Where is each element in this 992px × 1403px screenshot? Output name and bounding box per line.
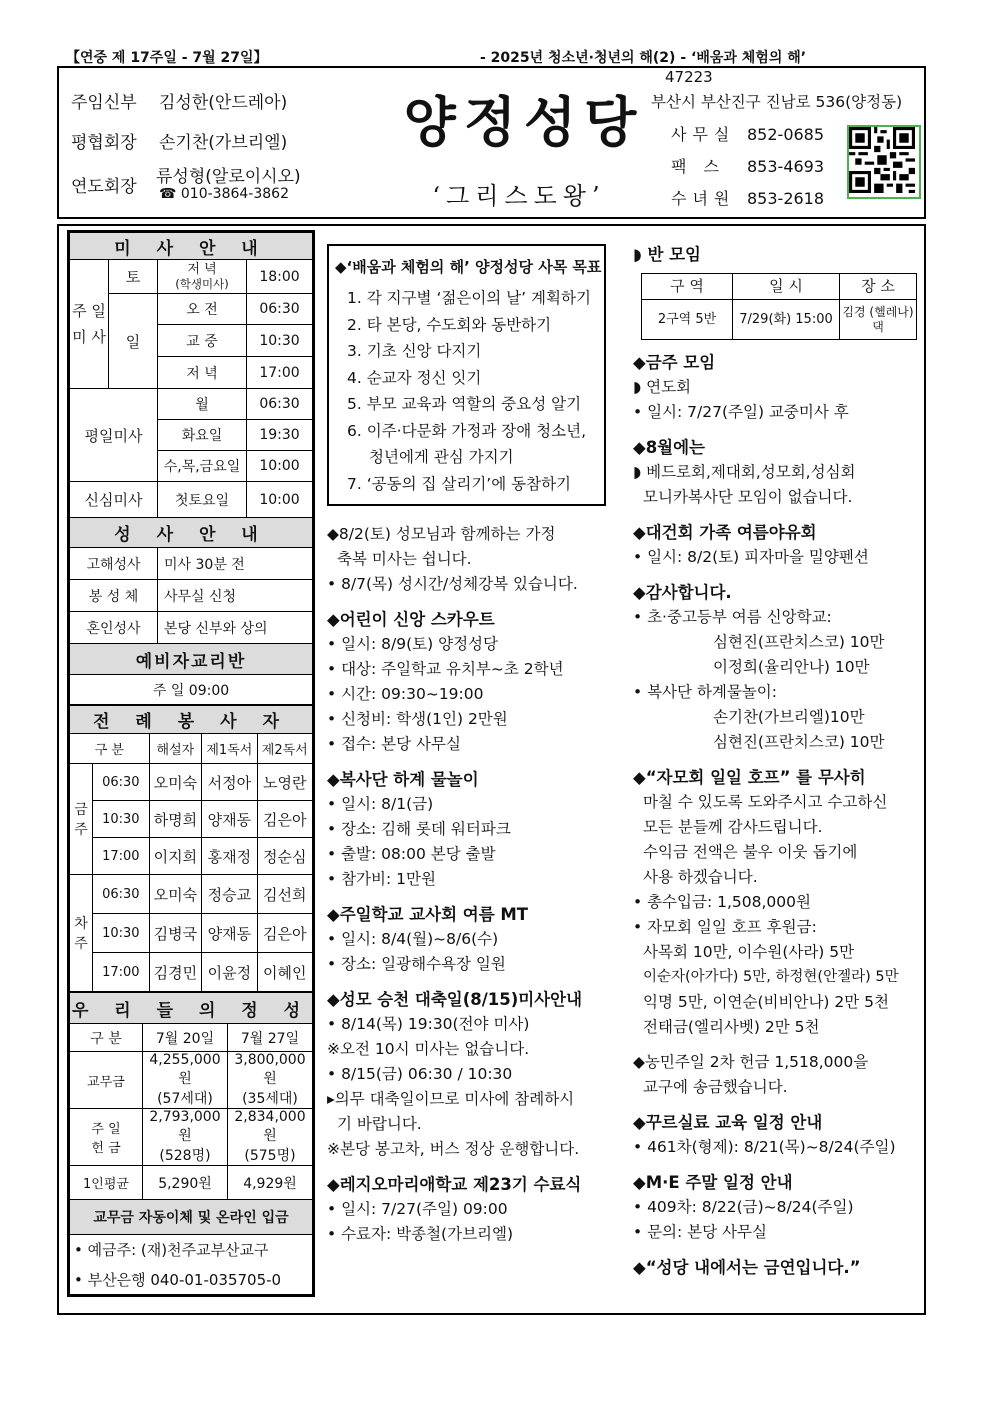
- table-cell: 오미숙: [149, 875, 202, 914]
- notice-line: 익명 5만, 이연순(비비안나) 2만 5천: [643, 993, 889, 1011]
- farm-heading: ◆농민주일 2차 헌금 1,518,000을: [633, 1053, 869, 1071]
- goal-item: 1. 각 지구별 ‘젊은이의 날’ 계획하기: [347, 289, 591, 307]
- notice-line: 기 바랍니다.: [337, 1115, 422, 1133]
- table-cell: 정순심: [257, 838, 312, 875]
- table-cell: 서정아: [202, 764, 257, 801]
- notice-line: 마칠 수 있도록 도와주시고 수고하신: [643, 793, 888, 811]
- notice-line: 모든 분들께 감사드립니다.: [643, 818, 823, 836]
- notice-line: • 8/7(목) 성시간/성체강복 있습니다.: [327, 575, 578, 593]
- goal-item: 5. 부모 교육과 역할의 중요성 알기: [347, 395, 582, 413]
- avg-label: 1인평균: [70, 1166, 143, 1200]
- ban-h0: 구 역: [642, 274, 733, 300]
- communion-label: 봉 성 체: [70, 580, 158, 612]
- ban-h2: 장 소: [840, 274, 917, 300]
- year-theme: - 2025년 청소년·청년의 해(2) - ‘배움과 체험의 해’: [480, 50, 807, 66]
- family-heading: ◆대건회 가족 여름야유회: [633, 523, 817, 542]
- ban-heading: ◗ 반 모임: [633, 245, 701, 264]
- notice-line: • 출발: 08:00 본당 출발: [327, 845, 496, 863]
- weekday-wtf: 수,목,금요일: [158, 451, 247, 482]
- mass-table: [69, 232, 313, 705]
- table-cell: 홍재정: [202, 838, 257, 875]
- table-cell: 17:00: [93, 838, 150, 875]
- sun-morning-time: 06:30: [247, 294, 313, 325]
- postcode: 47223: [665, 68, 713, 86]
- notice-line: • 장소: 김해 롯데 워터파크: [327, 820, 511, 838]
- table-cell: 17:00: [93, 953, 150, 992]
- notice-line: • 자모회 일일 호프 후원금:: [633, 918, 817, 936]
- saturday-label: 토: [109, 260, 158, 294]
- notice-line: 심현진(프란치스코) 10만: [713, 733, 885, 751]
- servers-h0: 구 분: [70, 734, 150, 764]
- table-cell: 10:30: [93, 801, 150, 838]
- bank-title: 교무금 자동이체 및 온라인 입금: [70, 1200, 313, 1235]
- notice-line: • 일시: 7/27(주일) 교중미사 후: [633, 403, 849, 421]
- notice-line: • 수료자: 박종철(가브리엘): [327, 1225, 514, 1243]
- notice-line: 사목회 10만, 이수원(사라) 5만: [643, 943, 855, 961]
- notice-line: ※본당 봉고차, 버스 정상 운행합니다.: [327, 1140, 580, 1158]
- sacrament-title: 성 사 안 내: [70, 518, 313, 548]
- pastor-row: 주임신부 김성한(안드레아): [71, 93, 288, 113]
- sunday-label: 일: [109, 294, 158, 389]
- notice-line: • 신청비: 학생(1인) 2만원: [327, 710, 508, 728]
- offering-table: [69, 992, 313, 1295]
- office-phone: 사무실 852-0685: [671, 125, 825, 144]
- top-banner: [60, 45, 926, 67]
- offering-h0: 구 분: [70, 1024, 143, 1052]
- week-label: 【연중 제 17주일 - 7월 27일】: [66, 50, 268, 66]
- notice-line: • 문의: 본당 사무실: [633, 1223, 767, 1241]
- goal-item: 7. ‘공동의 집 살리기’에 동참하기: [347, 474, 572, 493]
- notice-line: • 장소: 일광해수욕장 일원: [327, 955, 506, 973]
- right-column: [633, 242, 928, 1280]
- notice-line: • 총수입금: 1,508,000원: [633, 893, 811, 911]
- offering-h2: 7월 27일: [228, 1024, 313, 1052]
- servers-table: [69, 705, 313, 992]
- yeondo-phone: ☎ 010-3864-3862: [159, 186, 289, 202]
- table-cell: 오미숙: [149, 764, 202, 801]
- servers-h1: 해설자: [149, 734, 202, 764]
- table-cell: 하명희: [149, 801, 202, 838]
- collection-0727: 2,834,000원 (575명): [228, 1109, 313, 1166]
- cursillo-heading: ◆꾸르실료 교육 일정 안내: [633, 1113, 823, 1132]
- weekday-tue: 화요일: [158, 420, 247, 451]
- servers-title: 전 례 봉 사 자: [70, 706, 313, 734]
- notice-line: ◆8/2(토) 성모님과 함께하는 가정: [327, 525, 556, 543]
- offering-h1: 7월 20일: [143, 1024, 228, 1052]
- table-cell: 10:30: [93, 914, 150, 953]
- servers-h2: 제1독서: [202, 734, 257, 764]
- table-cell: 06:30: [93, 764, 150, 801]
- me-heading: ◆M·E 주말 일정 안내: [633, 1173, 793, 1192]
- table-cell: 양재동: [202, 801, 257, 838]
- sat-time: 18:00: [247, 260, 313, 294]
- legio-heading: ◆레지오마리애학교 제23기 수료식: [327, 1175, 582, 1194]
- table-cell: 정승교: [202, 875, 257, 914]
- notice-line: • 접수: 본당 사무실: [327, 735, 461, 753]
- main-body: [57, 224, 926, 1315]
- sat-evening: 저 녁 (학생미사): [158, 260, 247, 294]
- catechism-time: 주 일 09:00: [70, 675, 313, 705]
- goal-item: 청년에게 관심 가지기: [369, 448, 514, 466]
- notice-line: • 일시: 8/1(금): [327, 795, 434, 813]
- marriage-value: 본당 신부와 상의: [158, 612, 313, 644]
- notice-line: • 일시: 7/27(주일) 09:00: [327, 1200, 508, 1218]
- weekday-mon: 월: [158, 389, 247, 420]
- sun-main-time: 10:30: [247, 325, 313, 357]
- parish-title: 양정성당: [403, 90, 645, 154]
- fax: 팩 스 853-4693: [671, 157, 825, 176]
- ban-h1: 일 시: [733, 274, 840, 300]
- convent-phone: 수녀원 853-2618: [671, 189, 825, 208]
- bank-account: • 부산은행 040-01-035705-0: [70, 1265, 313, 1295]
- scout-heading: ◆어린이 신앙 스카우트: [327, 610, 495, 629]
- notice-line: • 참가비: 1만원: [327, 870, 436, 888]
- table-cell: 7/29(화) 15:00: [733, 300, 840, 340]
- notice-line: 축복 미사는 쉽니다.: [337, 550, 472, 568]
- water-heading: ◆복사단 하계 물놀이: [327, 770, 479, 789]
- notice-line: 교구에 송금했습니다.: [643, 1078, 788, 1096]
- table-cell: 이윤정: [202, 953, 257, 992]
- next-week-label: 차 주: [70, 875, 93, 992]
- parish-subtitle: ‘그리스도왕’: [432, 182, 606, 210]
- table-cell: 양재동: [202, 914, 257, 953]
- goal-item: 3. 기초 신앙 다지기: [347, 342, 482, 360]
- communion-value: 사무실 신청: [158, 580, 313, 612]
- masthead: [57, 66, 926, 219]
- tithe-0727: 3,800,000원 (35세대): [228, 1052, 313, 1109]
- notice-line: • 409차: 8/22(금)~8/24(주일): [633, 1198, 854, 1216]
- notice-line: • 일시: 8/9(토) 양정성당: [327, 635, 498, 653]
- devotion-mass-label: 신심미사: [70, 482, 158, 518]
- notice-line: 이정희(율리안나) 10만: [713, 658, 870, 676]
- notice-line: 모니카복사단 모임이 없습니다.: [643, 488, 853, 506]
- this-week-label: 금 주: [70, 764, 93, 875]
- assumption-heading: ◆성모 승천 대축일(8/15)미사안내: [327, 990, 583, 1009]
- devotion-time: 10:00: [247, 482, 313, 518]
- weekday-mon-time: 06:30: [247, 389, 313, 420]
- notice-line: ※오전 10시 미사는 없습니다.: [327, 1040, 530, 1058]
- bank-holder: • 예금주: (재)천주교부산교구: [70, 1235, 313, 1265]
- notice-line: • 461차(형제): 8/21(목)~8/24(주일): [633, 1138, 896, 1156]
- confession-value: 미사 30분 전: [158, 548, 313, 580]
- sunday-mass-label: 주 일 미 사: [70, 260, 109, 389]
- sun-morning: 오 전: [158, 294, 247, 325]
- notice-line: 사용 하겠습니다.: [643, 868, 758, 886]
- catechism-title: 예비자교리반: [70, 644, 313, 675]
- qr-code-icon[interactable]: [847, 125, 921, 199]
- table-cell: 이혜인: [257, 953, 312, 992]
- goal-item: 6. 이주·다문화 가정과 장애 청소년,: [347, 421, 587, 440]
- address: 부산시 부산진구 진남로 536(양정동): [651, 93, 903, 111]
- notice-line: 심현진(프란치스코) 10만: [713, 633, 885, 651]
- hope-heading: ◆“자모회 일일 호프” 를 무사히: [633, 768, 866, 787]
- yeondo-row: 연도회장: [71, 177, 137, 197]
- confession-label: 고해성사: [70, 548, 158, 580]
- tithe-label: 교무금: [70, 1052, 143, 1109]
- table-cell: 김경민: [149, 953, 202, 992]
- thanks-heading: ◆감사합니다.: [633, 583, 732, 602]
- servers-h3: 제2독서: [257, 734, 312, 764]
- no-smoking-notice: ◆“성당 내에서는 금연입니다.”: [633, 1258, 861, 1277]
- mass-title: 미 사 안 내: [70, 233, 313, 260]
- devotion-day: 첫토요일: [158, 482, 247, 518]
- table-cell: 김은아: [257, 801, 312, 838]
- tithe-0720: 4,255,000원 (57세대): [143, 1052, 228, 1109]
- collection-0720: 2,793,000원 (528명): [143, 1109, 228, 1166]
- goal-item: 2. 타 본당, 수도회와 동반하기: [347, 315, 552, 334]
- table-cell: 2구역 5반: [642, 300, 733, 340]
- offering-title: 우 리 들 의 정 성: [70, 993, 313, 1024]
- table-cell: 이지희: [149, 838, 202, 875]
- notice-line: 수익금 전액은 불우 이웃 돕기에: [643, 843, 858, 861]
- notice-line: • 초·중고등부 여름 신앙학교:: [633, 608, 832, 626]
- goal-item: 4. 순교자 정신 잇기: [347, 368, 482, 387]
- notice-line: 이순자(아가다) 5만, 하정현(안젤라) 5만: [643, 969, 899, 985]
- notice-line: • 일시: 8/4(월)~8/6(수): [327, 930, 499, 948]
- notice-line: ◗ 베드로회,제대회,성모회,성심회: [633, 463, 856, 481]
- goals-title: ◆‘배움과 체험의 해’ 양정성당 사목 목표: [335, 258, 602, 276]
- sun-evening: 저 녁: [158, 357, 247, 389]
- notice-line: ◗ 연도회: [633, 378, 692, 396]
- notice-line: 전태금(엘리사벳) 2만 5천: [643, 1018, 820, 1036]
- week-meeting-heading: ◆금주 모임: [633, 353, 716, 372]
- sunday-collection-label: 주 일 헌 금: [70, 1109, 143, 1166]
- table-cell: 김경 (헬레나)댁: [840, 300, 917, 340]
- notice-line: • 시간: 09:30~19:00: [327, 685, 484, 703]
- table-cell: 노영란: [257, 764, 312, 801]
- sun-evening-time: 17:00: [247, 357, 313, 389]
- mt-heading: ◆주일학교 교사회 여름 MT: [327, 905, 529, 924]
- left-column: [67, 230, 315, 1297]
- notice-line: • 대상: 주일학교 유치부~초 2학년: [327, 660, 564, 678]
- august-heading: ◆8월에는: [633, 438, 705, 457]
- table-cell: 김병국: [149, 914, 202, 953]
- sun-main: 교 중: [158, 325, 247, 357]
- notice-line: • 복사단 하계물놀이:: [633, 683, 778, 701]
- ban-table: [641, 273, 917, 340]
- notice-line: • 8/14(목) 19:30(전야 미사): [327, 1015, 530, 1033]
- weekday-wtf-time: 10:00: [247, 451, 313, 482]
- avg-0720: 5,290원: [143, 1166, 228, 1200]
- weekday-mass-label: 평일미사: [70, 389, 158, 482]
- notice-line: • 8/15(금) 06:30 / 10:30: [327, 1065, 513, 1083]
- notice-line: 손기찬(가브리엘)10만: [713, 708, 865, 726]
- weekday-tue-time: 19:30: [247, 420, 313, 451]
- yeondo-name: 류성형(알로이시오): [156, 167, 301, 187]
- table-cell: 김은아: [257, 914, 312, 953]
- council-row: 평협회장 손기찬(가브리엘): [71, 133, 288, 153]
- marriage-label: 혼인성사: [70, 612, 158, 644]
- table-cell: 06:30: [93, 875, 150, 914]
- notice-line: • 일시: 8/2(토) 피자마을 밀양펜션: [633, 548, 869, 566]
- middle-column: [327, 522, 627, 1247]
- goals-box: [327, 244, 606, 506]
- avg-0727: 4,929원: [228, 1166, 313, 1200]
- table-cell: 김선희: [257, 875, 312, 914]
- notice-line: ▸의무 대축일이므로 미사에 참례하시: [327, 1090, 575, 1108]
